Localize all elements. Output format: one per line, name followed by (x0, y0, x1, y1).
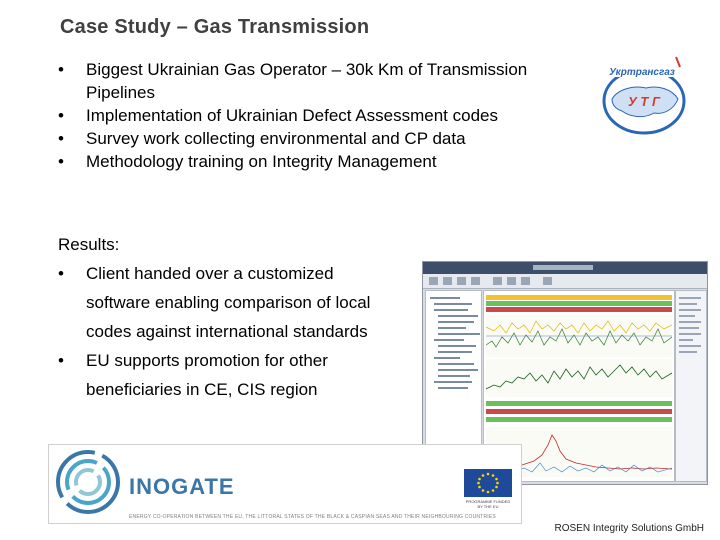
status-band (486, 417, 672, 422)
status-band (486, 409, 672, 414)
bullet-text: Biggest Ukrainian Gas Operator – 30k Km of Transmission Pipelines (86, 60, 528, 102)
bullet-dot: • (58, 106, 64, 125)
bullet-dot: • (58, 129, 64, 148)
eu-funding-badge (464, 469, 512, 511)
inogate-strip-text: ENERGY CO-OPERATION BETWEEN THE EU, THE LITTORAL STATES OF THE BLACK & CASPIAN SEAS AND THEIR NEIGHBOURING COUNTRIES (129, 514, 496, 520)
utg-logo-icon (594, 55, 690, 137)
results-section (58, 230, 378, 404)
bullet-text: Survey work collecting environmental and CP data (86, 129, 466, 148)
status-band (486, 295, 672, 300)
eu-flag-icon (464, 469, 512, 497)
results-item (58, 346, 378, 404)
toolbar-ribbon (423, 274, 707, 289)
bullet-item (58, 150, 598, 173)
bullet-item (58, 104, 598, 127)
results-text: Client handed over a customized software enabling comparison of local codes against international standards (86, 264, 371, 341)
bullet-item (58, 58, 598, 104)
utg-banner-text: Укртрансгаз (609, 67, 675, 78)
bullet-list (58, 58, 598, 173)
window-titlebar (423, 262, 707, 274)
footer-company: ROSEN Integrity Solutions GmbH (554, 523, 704, 534)
status-band (486, 401, 672, 406)
properties-panel (675, 290, 707, 482)
utg-emblem-text: У Т Г (628, 94, 660, 109)
bullet-dot: • (58, 351, 64, 370)
bullet-text: Implementation of Ukrainian Defect Assessment codes (86, 106, 498, 125)
inogate-banner (48, 444, 522, 524)
slide-title: Case Study – Gas Transmission (60, 16, 370, 38)
bullet-item (58, 127, 598, 150)
results-heading: Results: (58, 235, 120, 254)
bullet-text: Methodology training on Integrity Management (86, 152, 437, 171)
inogate-logo-icon (53, 449, 123, 515)
results-text: EU supports promotion for other beneficiaries in CE, CIS region (86, 351, 328, 399)
status-band (486, 301, 672, 306)
inogate-name: INOGATE (129, 474, 235, 499)
bullet-dot: • (58, 60, 64, 79)
bullet-dot: • (58, 152, 64, 171)
eu-caption: PROGRAMME FUNDED BY THE EU (465, 499, 511, 509)
bullet-dot: • (58, 264, 64, 283)
results-item (58, 259, 378, 346)
status-band (486, 307, 672, 312)
